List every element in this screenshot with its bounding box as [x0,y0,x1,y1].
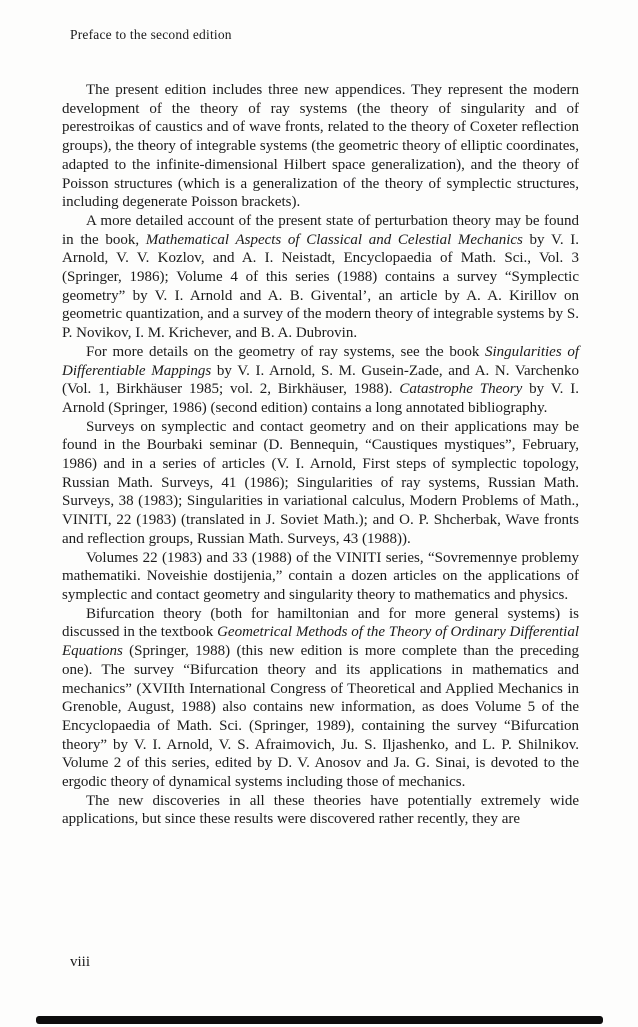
body-text [62,81,579,829]
paragraph-text: Surveys on symplectic and contact geometry and on their applications may be found in the Bourbaki seminar (D. Bennequin, “Caustiques mystiques”, February, 1986) and in a series of articles (V. I. Arnold, First steps of symplectic topology, Russian Math. Surveys, 41 (1986); Singularities of ray systems, Russian Math. Surveys, 38 (1983); Singularities in variational calculus, Modern Problems of Math., VINITI, 22 (1983) (translated in J. Soviet Math.); and O. P. Shcherbak, Wave fronts and reflection groups, Russian Math. Surveys, 43 (1988)). [62,418,579,547]
paragraph [62,212,579,343]
paragraph-text: The new discoveries in all these theories have potentially extremely wide applications, but since these results were discovered rather recently, they are [62,792,579,828]
paragraph-text: (Springer, 1988) (this new edition is more complete than the preceding one). The survey “Bifurcation theory and its applications in mathematics and mechanics” (XVIIth International Congress of Theoretical and Applied Mechanics in Grenoble, August, 1988) also contains new information, as does Volume 5 of the Encyclopaedia of Math. Sci. (Springer, 1989), containing the survey “Bifurcation theory” by V. I. Arnold, V. S. Afraimovich, Ju. S. Iljashenko, and L. P. Shilnikov. Volume 2 of this series, edited by D. V. Anosov and Ja. G. Sinai, is devoted to the ergodic theory of dynamical systems including those of mechanics. [62,643,579,791]
italic-book-title: Mathematical Aspects of Classical and Celestial Mechanics [145,231,523,248]
paragraph-text: Bifurcation theory (both for hamiltonian and for more general systems) is discussed in the textbook [62,605,579,641]
paragraph-text: by V. I. Arnold, V. V. Kozlov, and A. I. Neistadt, Encyclopaedia of Math. Sci., Vol. 3 (Springer, 1986); Volume 4 of this series (1988) contains a survey “Symplectic geometry” by V. I. Arnold and A. B. Givental’, an article by A. A. Kirillov on geometric quantization, and a survey of the modern theory of integrable systems by S. P. Novikov, I. M. Krichever, and B. A. Dubrovin. [62,231,580,342]
paragraph [62,418,579,549]
paragraph [62,792,579,829]
paragraph-text: For more details on the geometry of ray systems, see the book [86,343,485,360]
paragraph [62,549,579,605]
italic-book-title: Catastrophe Theory [399,381,523,398]
paragraph [62,605,579,792]
paragraph-text: by V. I. Arnold, S. M. Gusein-Zade, and A. N. Varchenko (Vol. 1, Birkhäuser 1985; vol. 2, Birkhäuser, 1988). [62,362,579,398]
paragraph-text: A more detailed account of the present state of perturbation theory may be found in the book, [62,212,579,248]
scan-artifact-bar [36,1016,603,1024]
paragraph [62,343,579,418]
running-header: Preface to the second edition [70,27,232,42]
paragraph-text: Volumes 22 (1983) and 33 (1988) of the VINITI series, “Sovremennye problemy mathematiki. Noveishie dostijenia,” contain a dozen articles on the applications of symplectic and contact geometry and singularity theory to mathematics and physics. [62,549,579,603]
italic-book-title: Singularities of Differentiable Mappings [62,343,579,379]
paragraph [62,81,579,212]
italic-book-title: Geometrical Methods of the Theory of Ordinary Differential Equations [62,624,579,660]
page-number: viii [70,954,91,970]
paragraph-text: by V. I. Arnold (Springer, 1986) (second edition) contains a long annotated bibliography. [62,381,580,416]
paragraph-text: The present edition includes three new appendices. They represent the modern development of the theory of ray systems (the theory of singularity and of perestroikas of caustics and of wave fronts, related to the theory of Coxeter reflection groups), the theory of integrable systems (the geometric theory of elliptic coordinates, adapted to the infinite-dimensional Hilbert space generalization), and the theory of Poisson structures (which is a generalization of the theory of symplectic structures, including degenerate Poisson brackets). [62,82,579,211]
